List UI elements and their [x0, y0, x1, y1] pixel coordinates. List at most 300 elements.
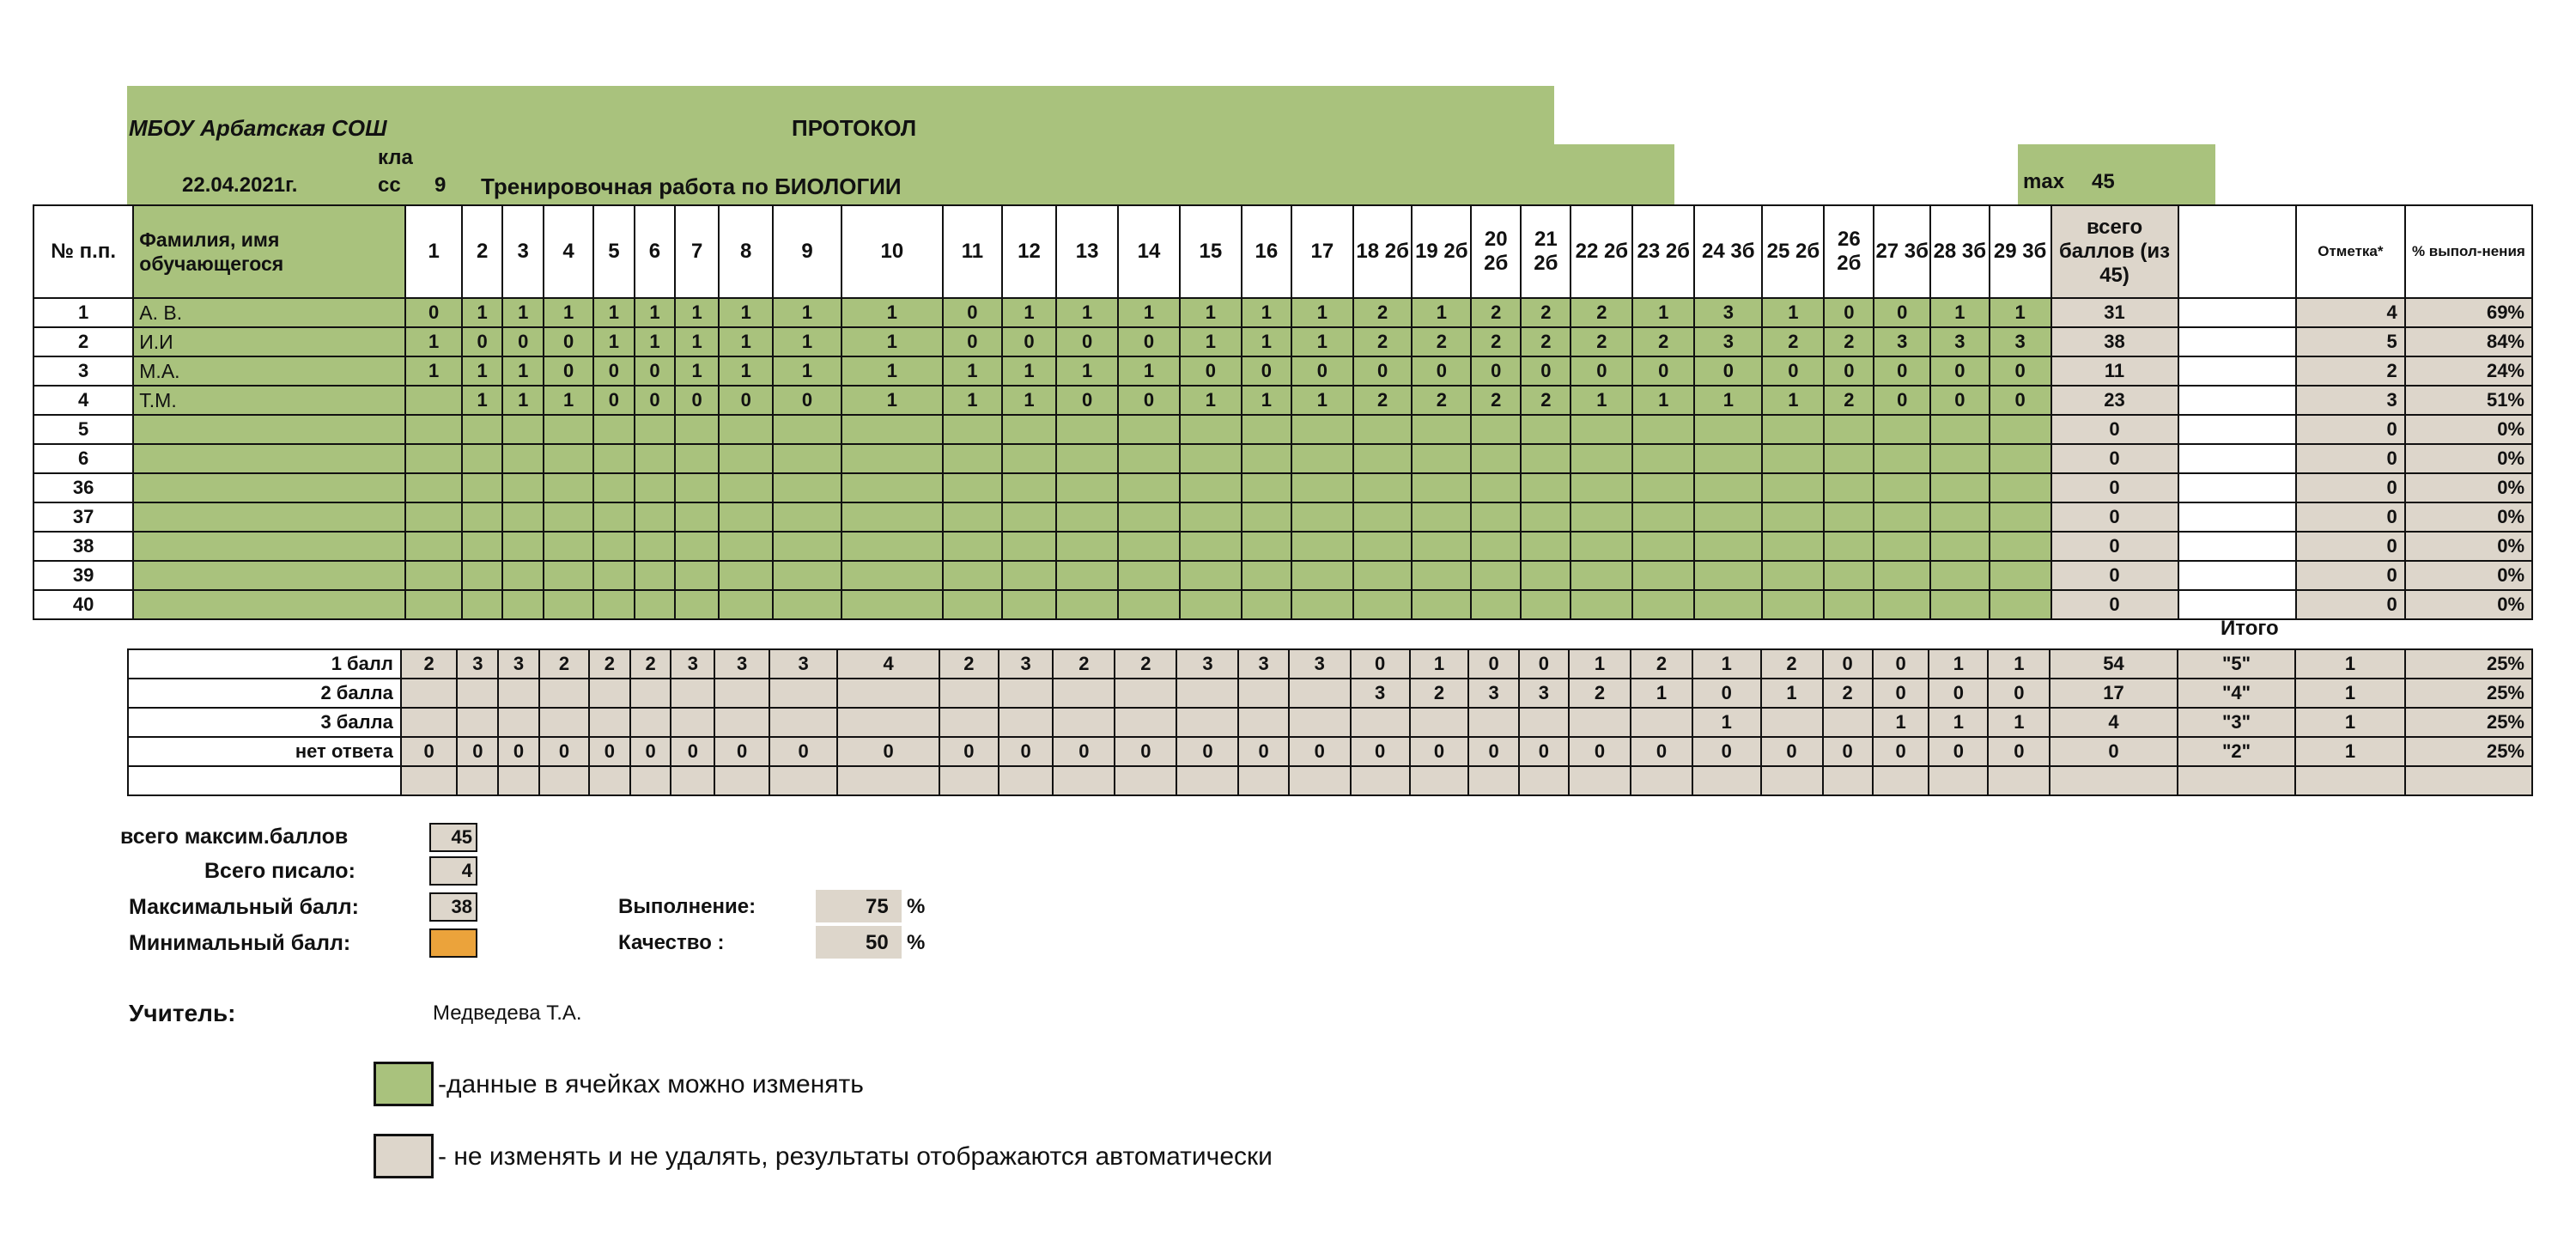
- score-cell[interactable]: [462, 473, 503, 502]
- score-cell[interactable]: 1: [1002, 356, 1056, 386]
- score-cell[interactable]: [1571, 444, 1632, 473]
- score-cell[interactable]: 0: [405, 298, 462, 327]
- score-cell[interactable]: [1632, 561, 1694, 590]
- score-cell[interactable]: [1874, 561, 1930, 590]
- score-cell[interactable]: [1353, 532, 1413, 561]
- score-cell[interactable]: [841, 415, 943, 444]
- score-cell[interactable]: [1412, 473, 1471, 502]
- score-cell[interactable]: 0: [635, 356, 676, 386]
- score-cell[interactable]: [405, 415, 462, 444]
- score-cell[interactable]: [1874, 444, 1930, 473]
- score-cell[interactable]: [593, 561, 635, 590]
- score-cell[interactable]: [1291, 502, 1353, 532]
- score-cell[interactable]: [1118, 502, 1180, 532]
- score-cell[interactable]: [773, 561, 841, 590]
- score-cell[interactable]: 2: [1521, 386, 1571, 415]
- score-cell[interactable]: 1: [841, 386, 943, 415]
- score-cell[interactable]: [635, 502, 676, 532]
- score-cell[interactable]: [1632, 590, 1694, 619]
- score-cell[interactable]: 2: [1471, 298, 1521, 327]
- score-cell[interactable]: [1824, 444, 1874, 473]
- score-cell[interactable]: 1: [635, 298, 676, 327]
- score-cell[interactable]: [1930, 561, 1990, 590]
- score-cell[interactable]: [841, 590, 943, 619]
- score-cell[interactable]: [502, 502, 544, 532]
- score-cell[interactable]: [462, 561, 503, 590]
- score-cell[interactable]: [1291, 532, 1353, 561]
- score-cell[interactable]: 1: [675, 327, 719, 356]
- score-cell[interactable]: [1002, 444, 1056, 473]
- score-cell[interactable]: [1412, 415, 1471, 444]
- score-cell[interactable]: [1874, 502, 1930, 532]
- score-cell[interactable]: 1: [1412, 298, 1471, 327]
- score-cell[interactable]: 2: [1521, 327, 1571, 356]
- score-cell[interactable]: 1: [675, 298, 719, 327]
- score-cell[interactable]: [1118, 415, 1180, 444]
- score-cell[interactable]: [1242, 473, 1291, 502]
- score-cell[interactable]: [1412, 444, 1471, 473]
- score-cell[interactable]: 2: [1632, 327, 1694, 356]
- score-cell[interactable]: 2: [1571, 298, 1632, 327]
- score-cell[interactable]: [1118, 444, 1180, 473]
- score-cell[interactable]: [719, 415, 773, 444]
- score-cell[interactable]: [1412, 502, 1471, 532]
- score-cell[interactable]: 2: [1412, 386, 1471, 415]
- score-cell[interactable]: [1118, 561, 1180, 590]
- score-cell[interactable]: 1: [462, 386, 503, 415]
- score-cell[interactable]: [1118, 590, 1180, 619]
- score-cell[interactable]: [1002, 502, 1056, 532]
- score-cell[interactable]: 2: [1521, 298, 1571, 327]
- score-cell[interactable]: [1762, 532, 1824, 561]
- score-cell[interactable]: [1291, 415, 1353, 444]
- score-cell[interactable]: 2: [1571, 327, 1632, 356]
- score-cell[interactable]: 0: [773, 386, 841, 415]
- score-cell[interactable]: [635, 415, 676, 444]
- score-cell[interactable]: 0: [544, 356, 593, 386]
- score-cell[interactable]: [1762, 444, 1824, 473]
- score-cell[interactable]: [1824, 561, 1874, 590]
- score-cell[interactable]: 1: [1762, 386, 1824, 415]
- score-cell[interactable]: 0: [1874, 298, 1930, 327]
- score-cell[interactable]: [544, 415, 593, 444]
- score-cell[interactable]: 0: [1002, 327, 1056, 356]
- score-cell[interactable]: [1353, 502, 1413, 532]
- score-cell[interactable]: 0: [1762, 356, 1824, 386]
- score-cell[interactable]: [1002, 415, 1056, 444]
- score-cell[interactable]: [1118, 532, 1180, 561]
- score-cell[interactable]: [1694, 473, 1762, 502]
- score-cell[interactable]: [841, 532, 943, 561]
- score-cell[interactable]: [719, 532, 773, 561]
- score-cell[interactable]: [1762, 590, 1824, 619]
- score-cell[interactable]: 1: [719, 356, 773, 386]
- score-cell[interactable]: 1: [1990, 298, 2051, 327]
- score-cell[interactable]: 2: [1762, 327, 1824, 356]
- score-cell[interactable]: [1874, 415, 1930, 444]
- score-cell[interactable]: 0: [1930, 356, 1990, 386]
- score-cell[interactable]: 1: [1291, 298, 1353, 327]
- score-cell[interactable]: 1: [841, 298, 943, 327]
- score-cell[interactable]: [544, 444, 593, 473]
- score-cell[interactable]: [1056, 502, 1118, 532]
- score-cell[interactable]: [1521, 532, 1571, 561]
- score-cell[interactable]: [405, 386, 462, 415]
- score-cell[interactable]: [405, 561, 462, 590]
- score-cell[interactable]: [1930, 473, 1990, 502]
- score-cell[interactable]: [502, 532, 544, 561]
- score-cell[interactable]: [1180, 590, 1242, 619]
- score-cell[interactable]: 0: [544, 327, 593, 356]
- score-cell[interactable]: [1990, 444, 2051, 473]
- score-cell[interactable]: [462, 502, 503, 532]
- score-cell[interactable]: [1353, 561, 1413, 590]
- score-cell[interactable]: [544, 590, 593, 619]
- score-cell[interactable]: 0: [1521, 356, 1571, 386]
- score-cell[interactable]: [1118, 473, 1180, 502]
- score-cell[interactable]: 0: [593, 356, 635, 386]
- score-cell[interactable]: [635, 444, 676, 473]
- score-cell[interactable]: [1002, 532, 1056, 561]
- score-cell[interactable]: [1291, 444, 1353, 473]
- score-cell[interactable]: [1471, 561, 1521, 590]
- score-cell[interactable]: 1: [1002, 298, 1056, 327]
- score-cell[interactable]: 1: [1632, 298, 1694, 327]
- score-cell[interactable]: [1694, 444, 1762, 473]
- score-cell[interactable]: [1930, 444, 1990, 473]
- score-cell[interactable]: [635, 473, 676, 502]
- score-cell[interactable]: 0: [1571, 356, 1632, 386]
- score-cell[interactable]: [1930, 590, 1990, 619]
- score-cell[interactable]: 2: [1824, 327, 1874, 356]
- score-cell[interactable]: [675, 502, 719, 532]
- score-cell[interactable]: [1824, 590, 1874, 619]
- score-cell[interactable]: [405, 473, 462, 502]
- score-cell[interactable]: [1571, 473, 1632, 502]
- score-cell[interactable]: [1291, 561, 1353, 590]
- score-cell[interactable]: 1: [841, 327, 943, 356]
- score-cell[interactable]: [719, 473, 773, 502]
- score-cell[interactable]: 1: [544, 386, 593, 415]
- score-cell[interactable]: [502, 415, 544, 444]
- score-cell[interactable]: [841, 444, 943, 473]
- score-cell[interactable]: [1471, 415, 1521, 444]
- score-cell[interactable]: 0: [1353, 356, 1413, 386]
- score-cell[interactable]: [544, 473, 593, 502]
- score-cell[interactable]: 0: [1056, 327, 1118, 356]
- score-cell[interactable]: [1990, 532, 2051, 561]
- score-cell[interactable]: [1002, 473, 1056, 502]
- score-cell[interactable]: [841, 561, 943, 590]
- score-cell[interactable]: 1: [675, 356, 719, 386]
- score-cell[interactable]: [1990, 415, 2051, 444]
- score-cell[interactable]: [1242, 561, 1291, 590]
- score-cell[interactable]: [1762, 561, 1824, 590]
- score-cell[interactable]: [1056, 590, 1118, 619]
- score-cell[interactable]: [1571, 561, 1632, 590]
- score-cell[interactable]: [544, 532, 593, 561]
- score-cell[interactable]: [1242, 532, 1291, 561]
- score-cell[interactable]: [1930, 532, 1990, 561]
- score-cell[interactable]: 0: [1056, 386, 1118, 415]
- score-cell[interactable]: [1056, 561, 1118, 590]
- score-cell[interactable]: [593, 415, 635, 444]
- score-cell[interactable]: [1521, 590, 1571, 619]
- score-cell[interactable]: 2: [1471, 327, 1521, 356]
- score-cell[interactable]: [719, 561, 773, 590]
- score-cell[interactable]: [593, 473, 635, 502]
- score-cell[interactable]: 1: [1118, 356, 1180, 386]
- score-cell[interactable]: 0: [1930, 386, 1990, 415]
- score-cell[interactable]: [1694, 590, 1762, 619]
- score-cell[interactable]: 0: [462, 327, 503, 356]
- score-cell[interactable]: [1056, 444, 1118, 473]
- score-cell[interactable]: 0: [719, 386, 773, 415]
- score-cell[interactable]: [675, 532, 719, 561]
- score-cell[interactable]: [1242, 502, 1291, 532]
- score-cell[interactable]: [1521, 561, 1571, 590]
- score-cell[interactable]: [1990, 590, 2051, 619]
- score-cell[interactable]: [1242, 444, 1291, 473]
- score-cell[interactable]: 1: [502, 298, 544, 327]
- score-cell[interactable]: [1874, 473, 1930, 502]
- score-cell[interactable]: [462, 415, 503, 444]
- score-cell[interactable]: 1: [1180, 386, 1242, 415]
- score-cell[interactable]: [1180, 532, 1242, 561]
- score-cell[interactable]: 3: [1694, 327, 1762, 356]
- score-cell[interactable]: [1412, 532, 1471, 561]
- score-cell[interactable]: 2: [1824, 386, 1874, 415]
- score-cell[interactable]: [1056, 415, 1118, 444]
- score-cell[interactable]: 1: [1242, 298, 1291, 327]
- score-cell[interactable]: [773, 473, 841, 502]
- score-cell[interactable]: [405, 532, 462, 561]
- score-cell[interactable]: [1002, 561, 1056, 590]
- score-cell[interactable]: [635, 590, 676, 619]
- score-cell[interactable]: [1874, 532, 1930, 561]
- score-cell[interactable]: [502, 444, 544, 473]
- score-cell[interactable]: [943, 473, 1002, 502]
- score-cell[interactable]: 1: [1002, 386, 1056, 415]
- score-cell[interactable]: 0: [1874, 356, 1930, 386]
- score-cell[interactable]: 1: [462, 298, 503, 327]
- score-cell[interactable]: 2: [1353, 327, 1413, 356]
- score-cell[interactable]: 2: [1412, 327, 1471, 356]
- score-cell[interactable]: [943, 415, 1002, 444]
- score-cell[interactable]: 0: [1118, 386, 1180, 415]
- score-cell[interactable]: 0: [1412, 356, 1471, 386]
- score-cell[interactable]: [943, 444, 1002, 473]
- score-cell[interactable]: [1632, 532, 1694, 561]
- score-cell[interactable]: [1824, 502, 1874, 532]
- score-cell[interactable]: 0: [1990, 356, 2051, 386]
- score-cell[interactable]: [593, 444, 635, 473]
- score-cell[interactable]: 3: [1874, 327, 1930, 356]
- score-cell[interactable]: [502, 561, 544, 590]
- score-cell[interactable]: [1571, 415, 1632, 444]
- score-cell[interactable]: 0: [1180, 356, 1242, 386]
- score-cell[interactable]: [1762, 415, 1824, 444]
- score-cell[interactable]: 1: [1118, 298, 1180, 327]
- score-cell[interactable]: 1: [719, 327, 773, 356]
- score-cell[interactable]: [1571, 590, 1632, 619]
- score-cell[interactable]: [1990, 473, 2051, 502]
- score-cell[interactable]: [593, 502, 635, 532]
- score-cell[interactable]: [773, 532, 841, 561]
- score-cell[interactable]: 1: [405, 356, 462, 386]
- score-cell[interactable]: [675, 561, 719, 590]
- score-cell[interactable]: [675, 415, 719, 444]
- score-cell[interactable]: [405, 444, 462, 473]
- score-cell[interactable]: 1: [773, 327, 841, 356]
- score-cell[interactable]: [675, 590, 719, 619]
- score-cell[interactable]: [593, 532, 635, 561]
- score-cell[interactable]: 1: [943, 356, 1002, 386]
- score-cell[interactable]: [1694, 561, 1762, 590]
- score-cell[interactable]: [1762, 473, 1824, 502]
- score-cell[interactable]: 0: [1118, 327, 1180, 356]
- score-cell[interactable]: [1180, 473, 1242, 502]
- score-cell[interactable]: [1632, 415, 1694, 444]
- score-cell[interactable]: [1471, 473, 1521, 502]
- score-cell[interactable]: [1056, 473, 1118, 502]
- score-cell[interactable]: 1: [719, 298, 773, 327]
- score-cell[interactable]: [1521, 444, 1571, 473]
- score-cell[interactable]: 1: [773, 356, 841, 386]
- score-cell[interactable]: 1: [841, 356, 943, 386]
- score-cell[interactable]: [1824, 532, 1874, 561]
- score-cell[interactable]: 1: [502, 386, 544, 415]
- score-cell[interactable]: 1: [1694, 386, 1762, 415]
- score-cell[interactable]: 0: [1990, 386, 2051, 415]
- score-cell[interactable]: [943, 590, 1002, 619]
- score-cell[interactable]: 0: [593, 386, 635, 415]
- score-cell[interactable]: 1: [502, 356, 544, 386]
- score-cell[interactable]: 0: [1291, 356, 1353, 386]
- score-cell[interactable]: 1: [1180, 298, 1242, 327]
- score-cell[interactable]: [773, 415, 841, 444]
- score-cell[interactable]: [1930, 502, 1990, 532]
- score-cell[interactable]: [1632, 444, 1694, 473]
- score-cell[interactable]: [544, 502, 593, 532]
- score-cell[interactable]: [1056, 532, 1118, 561]
- score-cell[interactable]: [1291, 473, 1353, 502]
- score-cell[interactable]: [773, 590, 841, 619]
- score-cell[interactable]: 0: [1242, 356, 1291, 386]
- score-cell[interactable]: [719, 502, 773, 532]
- score-cell[interactable]: 1: [1762, 298, 1824, 327]
- score-cell[interactable]: [773, 444, 841, 473]
- score-cell[interactable]: 1: [593, 327, 635, 356]
- score-cell[interactable]: 1: [1291, 386, 1353, 415]
- score-cell[interactable]: [1694, 502, 1762, 532]
- score-cell[interactable]: [943, 561, 1002, 590]
- score-cell[interactable]: [1353, 444, 1413, 473]
- score-cell[interactable]: [1180, 502, 1242, 532]
- score-cell[interactable]: 1: [1056, 298, 1118, 327]
- score-cell[interactable]: 1: [462, 356, 503, 386]
- score-cell[interactable]: [1412, 590, 1471, 619]
- score-cell[interactable]: [1694, 415, 1762, 444]
- score-cell[interactable]: [773, 502, 841, 532]
- score-cell[interactable]: [635, 561, 676, 590]
- score-cell[interactable]: 1: [1632, 386, 1694, 415]
- score-cell[interactable]: [1180, 561, 1242, 590]
- score-cell[interactable]: [1632, 502, 1694, 532]
- score-cell[interactable]: [635, 532, 676, 561]
- score-cell[interactable]: [1521, 473, 1571, 502]
- score-cell[interactable]: [502, 590, 544, 619]
- score-cell[interactable]: [1824, 415, 1874, 444]
- score-cell[interactable]: 1: [1571, 386, 1632, 415]
- score-cell[interactable]: 2: [1353, 298, 1413, 327]
- score-cell[interactable]: [462, 444, 503, 473]
- score-cell[interactable]: [502, 473, 544, 502]
- score-cell[interactable]: 0: [1824, 356, 1874, 386]
- score-cell[interactable]: [675, 444, 719, 473]
- score-cell[interactable]: [544, 561, 593, 590]
- score-cell[interactable]: [841, 473, 943, 502]
- score-cell[interactable]: 1: [1242, 327, 1291, 356]
- score-cell[interactable]: 0: [1471, 356, 1521, 386]
- score-cell[interactable]: 1: [1242, 386, 1291, 415]
- score-cell[interactable]: [675, 473, 719, 502]
- score-cell[interactable]: 1: [635, 327, 676, 356]
- score-cell[interactable]: 0: [1824, 298, 1874, 327]
- score-cell[interactable]: [1990, 561, 2051, 590]
- score-cell[interactable]: [1242, 590, 1291, 619]
- score-cell[interactable]: [1353, 590, 1413, 619]
- score-cell[interactable]: [1180, 415, 1242, 444]
- score-cell[interactable]: 0: [943, 327, 1002, 356]
- score-cell[interactable]: [1471, 502, 1521, 532]
- score-cell[interactable]: [405, 590, 462, 619]
- score-cell[interactable]: 1: [405, 327, 462, 356]
- score-cell[interactable]: [1242, 415, 1291, 444]
- score-cell[interactable]: 0: [1632, 356, 1694, 386]
- score-cell[interactable]: [1471, 532, 1521, 561]
- score-cell[interactable]: [1180, 444, 1242, 473]
- score-cell[interactable]: [1824, 473, 1874, 502]
- score-cell[interactable]: [1471, 444, 1521, 473]
- score-cell[interactable]: 1: [1056, 356, 1118, 386]
- score-cell[interactable]: [1291, 590, 1353, 619]
- score-cell[interactable]: 2: [1471, 386, 1521, 415]
- score-cell[interactable]: 1: [544, 298, 593, 327]
- score-cell[interactable]: [1874, 590, 1930, 619]
- score-cell[interactable]: [1762, 502, 1824, 532]
- score-cell[interactable]: [1571, 502, 1632, 532]
- score-cell[interactable]: [593, 590, 635, 619]
- score-cell[interactable]: [719, 444, 773, 473]
- score-cell[interactable]: [943, 502, 1002, 532]
- score-cell[interactable]: [1353, 473, 1413, 502]
- score-cell[interactable]: 1: [773, 298, 841, 327]
- score-cell[interactable]: 3: [1990, 327, 2051, 356]
- score-cell[interactable]: 1: [593, 298, 635, 327]
- score-cell[interactable]: [1521, 502, 1571, 532]
- score-cell[interactable]: 0: [502, 327, 544, 356]
- score-cell[interactable]: [943, 532, 1002, 561]
- score-cell[interactable]: [841, 502, 943, 532]
- score-cell[interactable]: 1: [1930, 298, 1990, 327]
- score-cell[interactable]: 3: [1694, 298, 1762, 327]
- score-cell[interactable]: [1002, 590, 1056, 619]
- score-cell[interactable]: 0: [635, 386, 676, 415]
- score-cell[interactable]: [1990, 502, 2051, 532]
- score-cell[interactable]: 0: [1694, 356, 1762, 386]
- score-cell[interactable]: [1521, 415, 1571, 444]
